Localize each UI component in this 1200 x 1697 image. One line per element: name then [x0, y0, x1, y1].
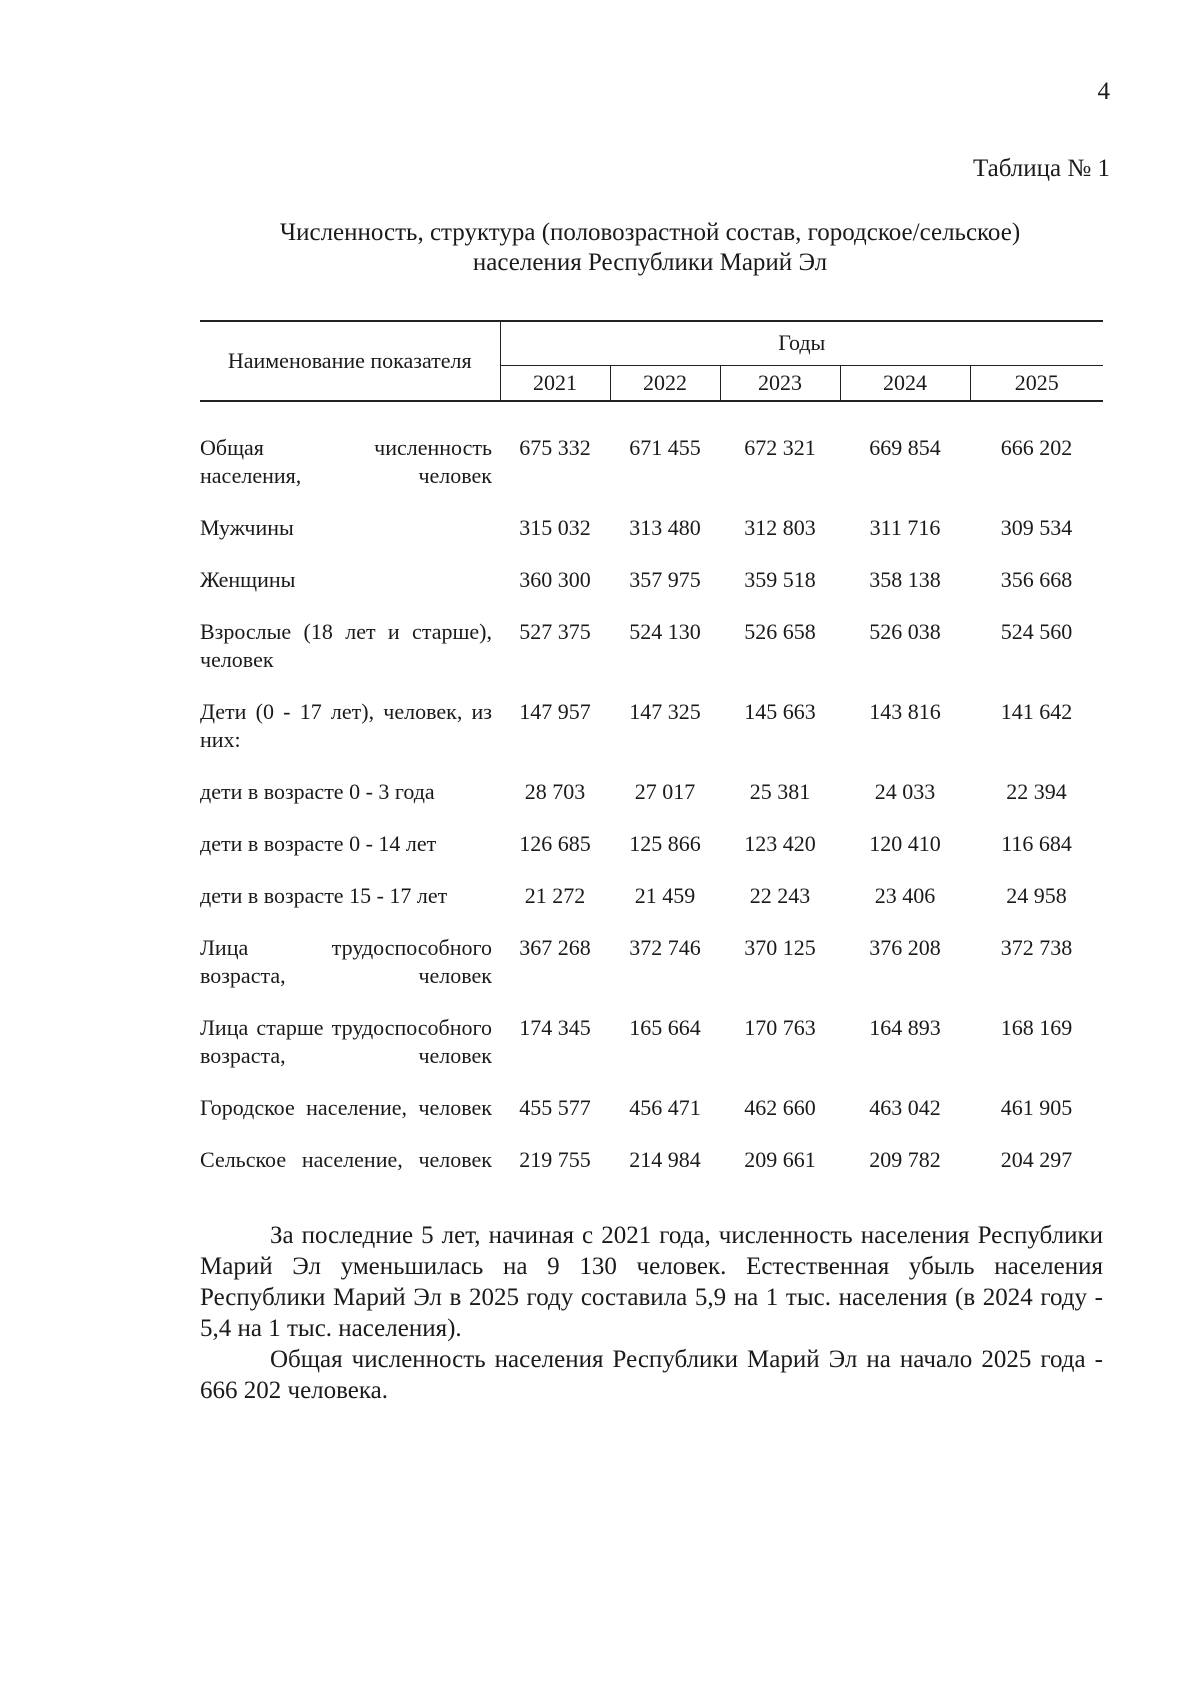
row-value: 367 268 [519, 935, 591, 960]
row-value: 666 202 [1000, 435, 1073, 460]
row-value: 22 243 [749, 883, 811, 908]
row-value: 141 642 [1000, 699, 1073, 724]
row-label: дети в возрасте 15 - 17 лет [200, 883, 448, 908]
table-row [200, 882, 1103, 910]
page-number: 4 [1097, 78, 1110, 105]
population-table [200, 320, 1103, 1174]
table-row [200, 698, 1103, 754]
header-year: 2021 [500, 365, 610, 401]
table-body [200, 401, 1103, 1174]
row-spacer-cell [200, 594, 1103, 618]
row-spacer-cell [200, 990, 1103, 1014]
table-row [200, 1146, 1103, 1174]
table-row [200, 934, 1103, 990]
row-value: 24 958 [1006, 883, 1067, 908]
row-value: 372 738 [1000, 935, 1073, 960]
row-value: 21 459 [634, 883, 696, 908]
paragraph-population-decline: За последние 5 лет, начиная с 2021 года, численность населения Республики Марий Эл уменьшилась на 9 130 человек. Естественная убыль населения Республики Марий Эл в 2025 году составила 5,9 на 1 тыс. населения (в 2024 году - 5,4 на 1 тыс. населения). [200, 1222, 1103, 1342]
row-value: 526 658 [744, 619, 816, 644]
row-value: 675 332 [519, 435, 591, 460]
row-label: Мужчины [200, 515, 294, 540]
table-title-line-1: Численность, структура (половозрастной состав, городское/сельское) [279, 219, 1021, 246]
row-value: 671 455 [629, 435, 701, 460]
row-spacer [200, 910, 1103, 934]
paragraph-total-population: Общая численность населения Республики Марий Эл на начало 2025 года - 666 202 человека. [200, 1346, 1103, 1404]
row-value: 143 816 [869, 699, 941, 724]
row-value: 21 272 [524, 883, 586, 908]
row-value: 372 746 [629, 935, 701, 960]
row-value: 219 755 [519, 1147, 591, 1172]
header-indicator-name: Наименование показателя [200, 321, 500, 401]
row-spacer [200, 490, 1103, 514]
row-value: 672 321 [744, 435, 816, 460]
row-label: дети в возрасте 0 - 14 лет [200, 831, 437, 856]
table-row [200, 514, 1103, 542]
row-value: 174 345 [519, 1015, 591, 1040]
row-label: Взрослые (18 лет и старше), человек [200, 619, 492, 672]
table-row [200, 778, 1103, 806]
row-label: дети в возрасте 0 - 3 года [200, 779, 435, 804]
row-value: 147 957 [519, 699, 591, 724]
table-title-line-2: населения Республики Марий Эл [472, 249, 828, 276]
table-row [200, 618, 1103, 674]
row-label: Городское население, человек [200, 1095, 492, 1120]
row-spacer [200, 1122, 1103, 1146]
header-years: Годы [500, 321, 1103, 365]
row-spacer-cell [200, 542, 1103, 566]
row-value: 125 866 [629, 831, 701, 856]
row-value: 455 577 [519, 1095, 591, 1120]
header-year: 2025 [970, 365, 1103, 401]
row-value: 24 033 [874, 779, 936, 804]
row-value: 357 975 [629, 567, 701, 592]
row-spacer [200, 542, 1103, 566]
header-year: 2022 [610, 365, 720, 401]
row-spacer [200, 401, 1103, 434]
row-value: 356 668 [1000, 567, 1073, 592]
row-value: 168 169 [1000, 1015, 1073, 1040]
row-spacer [200, 1070, 1103, 1094]
row-value: 524 130 [629, 619, 701, 644]
row-value: 209 782 [869, 1147, 941, 1172]
row-spacer [200, 806, 1103, 830]
row-value: 204 297 [1000, 1147, 1073, 1172]
row-spacer-cell [200, 674, 1103, 698]
table-row [200, 1014, 1103, 1070]
row-spacer-cell [200, 490, 1103, 514]
row-value: 116 684 [1001, 831, 1072, 856]
row-value: 165 664 [629, 1015, 701, 1040]
row-value: 147 325 [629, 699, 701, 724]
row-value: 126 685 [519, 831, 591, 856]
header-year: 2023 [720, 365, 840, 401]
row-value: 27 017 [634, 779, 696, 804]
row-value: 209 661 [744, 1147, 816, 1172]
row-spacer [200, 990, 1103, 1014]
row-value: 456 471 [629, 1095, 701, 1120]
row-label: Общая численность населения, человек [200, 435, 492, 488]
row-value: 311 716 [869, 515, 941, 540]
row-spacer-cell [200, 754, 1103, 778]
row-value: 25 381 [749, 779, 811, 804]
row-spacer [200, 754, 1103, 778]
row-value: 461 905 [1000, 1095, 1073, 1120]
table-label: Таблица № 1 [972, 155, 1110, 182]
row-value: 376 208 [869, 935, 941, 960]
row-value: 526 038 [869, 619, 941, 644]
table-row [200, 434, 1103, 490]
table-row [200, 1094, 1103, 1122]
table-title [200, 218, 1100, 278]
row-value: 527 375 [519, 619, 591, 644]
row-value: 359 518 [744, 567, 816, 592]
row-spacer-cell [200, 858, 1103, 882]
row-label: Дети (0 - 17 лет), человек, из них: [200, 699, 492, 752]
row-spacer [200, 674, 1103, 698]
row-value: 22 394 [1006, 779, 1067, 804]
row-spacer-cell [200, 806, 1103, 830]
row-spacer-cell [200, 910, 1103, 934]
row-value: 313 480 [629, 515, 701, 540]
row-value: 312 803 [744, 515, 816, 540]
row-value: 170 763 [744, 1015, 816, 1040]
row-value: 524 560 [1000, 619, 1073, 644]
row-spacer-cell [200, 401, 1103, 434]
header-year: 2024 [840, 365, 970, 401]
row-value: 309 534 [1000, 515, 1073, 540]
row-value: 463 042 [869, 1095, 941, 1120]
row-value: 360 300 [519, 567, 591, 592]
row-spacer [200, 858, 1103, 882]
row-label: Лица трудоспособного возраста, человек [200, 935, 492, 988]
row-value: 164 893 [869, 1015, 941, 1040]
row-value: 214 984 [629, 1147, 701, 1172]
table-row [200, 566, 1103, 594]
row-label: Сельское население, человек [200, 1147, 492, 1172]
row-value: 358 138 [869, 567, 941, 592]
row-value: 669 854 [869, 435, 941, 460]
row-value: 120 410 [869, 831, 941, 856]
row-value: 28 703 [524, 779, 586, 804]
row-label: Женщины [200, 567, 296, 592]
row-value: 23 406 [874, 883, 936, 908]
row-label: Лица старше трудоспособного возраста, человек [200, 1015, 492, 1068]
row-value: 315 032 [519, 515, 591, 540]
row-spacer [200, 594, 1103, 618]
table-row [200, 830, 1103, 858]
row-value: 462 660 [744, 1095, 816, 1120]
row-value: 145 663 [744, 699, 816, 724]
row-spacer-cell [200, 1122, 1103, 1146]
row-value: 123 420 [744, 831, 816, 856]
row-value: 370 125 [744, 935, 816, 960]
row-spacer-cell [200, 1070, 1103, 1094]
